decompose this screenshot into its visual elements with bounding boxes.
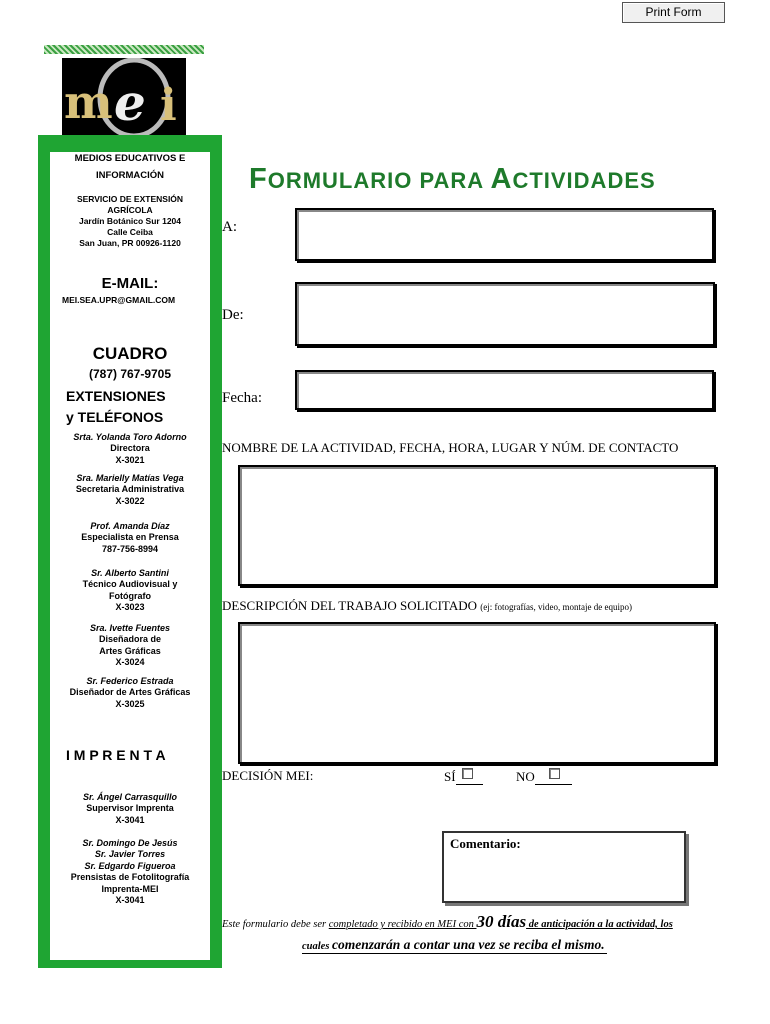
to-label: A: bbox=[222, 219, 237, 235]
imprenta-heading: I M P R E N T A bbox=[66, 747, 166, 763]
contact-ext: X-3021 bbox=[115, 454, 145, 465]
contact-2 bbox=[50, 473, 210, 507]
footer-days: 30 días bbox=[476, 912, 527, 931]
yes-option bbox=[444, 768, 483, 785]
address-line-2: Calle Ceiba bbox=[107, 227, 153, 237]
footer-emphasis: completado y recibido en MEI con bbox=[328, 919, 477, 930]
contact-ext: X-3023 bbox=[115, 602, 145, 613]
mei-logo bbox=[62, 58, 186, 138]
description-field[interactable] bbox=[238, 622, 716, 764]
contact-role: Prensistas de Fotolitografía bbox=[70, 872, 190, 883]
contact-role: Fotógrafo bbox=[109, 590, 151, 601]
svg-text:i: i bbox=[160, 80, 177, 131]
contact-name: Sr. Javier Torres bbox=[94, 849, 166, 860]
contact-name: Sr. Domingo De Jesús bbox=[82, 838, 178, 848]
activity-label: NOMBRE DE LA ACTIVIDAD, FECHA, HORA, LUGAR Y NÚM. DE CONTACTO bbox=[222, 440, 679, 455]
contact-role: Diseñador de Artes Gráficas bbox=[69, 687, 191, 698]
press-operators bbox=[50, 838, 210, 906]
service-line-2: AGRÍCOLA bbox=[107, 205, 153, 215]
contact-name: Sr. Edgardo Figueroa bbox=[84, 860, 176, 871]
date-label: Fecha: bbox=[222, 390, 262, 406]
contact-name: Prof. Amanda Díaz bbox=[90, 521, 170, 531]
contact-6 bbox=[50, 676, 210, 710]
cuadro-heading: CUADRO bbox=[92, 344, 168, 363]
no-option bbox=[516, 768, 572, 785]
contact-ext: X-3025 bbox=[115, 698, 145, 709]
yes-checkbox[interactable] bbox=[462, 768, 473, 779]
logo-decoration-bar bbox=[44, 45, 204, 54]
address-line-3: San Juan, PR 00926-1120 bbox=[79, 238, 181, 248]
contact-name: Sra. Marielly Matías Vega bbox=[76, 473, 184, 483]
mei-logo-graphic bbox=[62, 58, 186, 138]
description-label-text: DESCRIPCIÓN DEL TRABAJO SOLICITADO bbox=[222, 598, 477, 613]
date-field[interactable] bbox=[295, 370, 714, 410]
contact-name: Sr. Alberto Santini bbox=[91, 568, 169, 578]
email-heading: E-MAIL: bbox=[101, 275, 159, 292]
cuadro-phone: (787) 767-9705 bbox=[88, 367, 172, 381]
contact-role: Directora bbox=[110, 443, 150, 454]
contact-ext: X-3041 bbox=[115, 895, 145, 906]
decision-label: DECISIÓN MEI: bbox=[222, 768, 314, 783]
contact-name: Sr. Federico Estrada bbox=[86, 676, 174, 686]
contact-name: Sra. Ivette Fuentes bbox=[89, 623, 171, 633]
contact-role: Diseñadora de bbox=[98, 634, 162, 645]
yes-label: SÍ bbox=[444, 769, 456, 784]
footer-text: Este formulario debe ser bbox=[222, 919, 329, 930]
footer-line-2 bbox=[302, 937, 607, 954]
org-name-1: MEDIOS EDUCATIVOS E bbox=[74, 153, 186, 164]
contact-name: Srta. Yolanda Toro Adorno bbox=[73, 432, 187, 442]
service-line-1: SERVICIO DE EXTENSIÓN bbox=[76, 194, 184, 204]
contact-role: Técnico Audiovisual y bbox=[82, 579, 178, 590]
contact-3 bbox=[50, 521, 210, 555]
comment-label: Comentario: bbox=[450, 836, 521, 851]
footer-text: de anticipación a la actividad, los bbox=[526, 919, 673, 930]
imprenta-contact-1 bbox=[50, 792, 210, 826]
from-label: De: bbox=[222, 307, 244, 323]
svg-text:e: e bbox=[114, 73, 146, 132]
activity-field[interactable] bbox=[238, 465, 716, 586]
extensions-heading-1: EXTENSIONES bbox=[66, 388, 166, 404]
footer-emphasis: comenzarán a contar una vez se reciba el mismo. bbox=[332, 937, 605, 952]
extensions-heading-2: y TELÉFONOS bbox=[66, 409, 164, 425]
no-label: NO bbox=[516, 769, 535, 784]
contact-4 bbox=[50, 568, 210, 614]
comment-box[interactable] bbox=[442, 831, 686, 903]
description-hint: (ej: fotografías, video, montaje de equipo) bbox=[480, 602, 632, 612]
description-label bbox=[222, 598, 632, 614]
no-checkbox[interactable] bbox=[549, 768, 560, 779]
contact-ext: X-3022 bbox=[115, 495, 145, 506]
contact-role: Especialista en Prensa bbox=[81, 532, 179, 543]
no-line bbox=[535, 769, 572, 785]
contact-1 bbox=[50, 432, 210, 466]
contact-name: Sr. Ángel Carrasquillo bbox=[82, 792, 178, 802]
yes-line bbox=[456, 769, 483, 785]
svg-text:m: m bbox=[64, 75, 113, 129]
print-form-button[interactable]: Print Form bbox=[622, 2, 725, 23]
footer-line-1 bbox=[222, 912, 722, 932]
contact-5 bbox=[50, 623, 210, 669]
org-name-2: INFORMACIÓN bbox=[95, 170, 165, 181]
contact-role: Artes Gráficas bbox=[99, 645, 161, 656]
contact-role: Imprenta-MEI bbox=[101, 883, 159, 894]
address-line-1: Jardín Botánico Sur 1204 bbox=[78, 216, 182, 226]
footer-text: cuales bbox=[302, 941, 333, 952]
contact-ext: X-3024 bbox=[115, 657, 145, 668]
contact-sidebar bbox=[50, 152, 210, 960]
contact-role: Secretaria Administrativa bbox=[75, 484, 185, 495]
form-title: FORMULARIO PARA ACTIVIDADES bbox=[249, 163, 656, 195]
contact-ext: 787-756-8994 bbox=[101, 543, 159, 554]
to-field[interactable] bbox=[295, 208, 714, 261]
email-address: MEI.SEA.UPR@GMAIL.COM bbox=[62, 295, 176, 305]
contact-ext: X-3041 bbox=[115, 814, 145, 825]
contact-role: Supervisor Imprenta bbox=[86, 803, 174, 814]
from-field[interactable] bbox=[295, 282, 715, 346]
